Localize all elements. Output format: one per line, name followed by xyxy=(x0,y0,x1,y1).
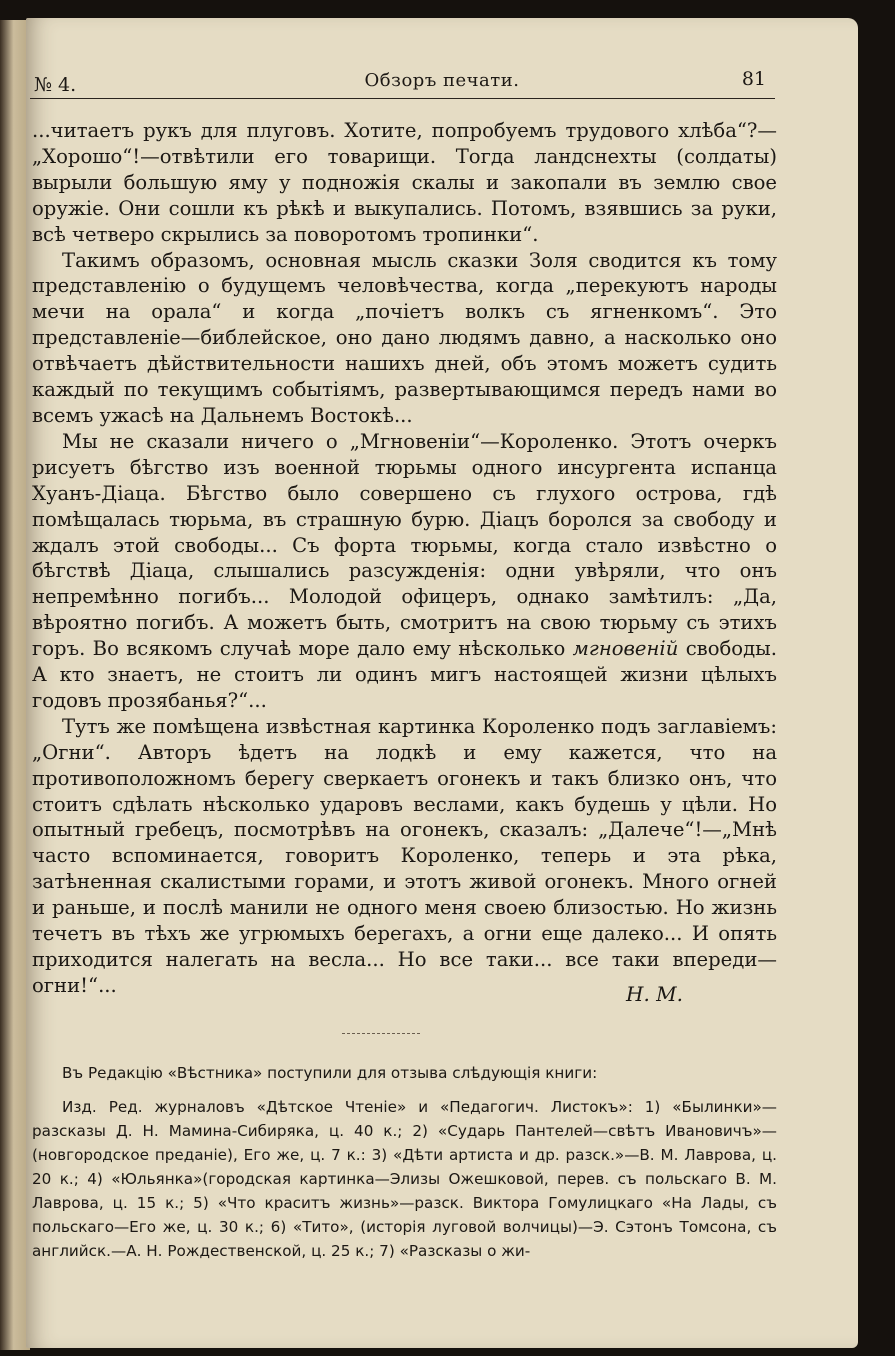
paragraph-3-text: Мы не сказали ничего о „Мгновеніи“—Короленко. Этотъ очеркъ рисуетъ бѣгство изъ военной тюрьмы одного инсургента испанца Хуанъ-Діаца. Бѣгство было совершено съ глухого острова, гдѣ помѣщалась тюрьма, въ страшную бурю. Діацъ боролся за свободу и ждалъ этой свободы... Съ форта тюрьмы, когда стало извѣстно о бѣгствѣ Діаца, слышались разсужденія: одни увѣряли, что онъ непремѣнно погибъ... Молодой офицеръ, однако замѣтилъ: „Да, вѣроятно погибъ. А можетъ быть, смотритъ на свою тюрьму съ этихъ горъ. Во всякомъ случаѣ xyxy=(32,429,777,661)
paragraph-3-tail-a: море дало ему нѣсколько xyxy=(298,637,573,661)
page-number: 81 xyxy=(741,68,766,90)
header-rule xyxy=(30,98,775,99)
page-content xyxy=(26,18,858,1348)
paragraph-4: Тутъ же помѣщена извѣстная картинка Короленко подъ заглавіемъ: „Огни“. Авторъ ѣдетъ на лодкѣ и ему кажется, что на противоположномъ берегу сверкаетъ огонекъ и такъ близко онъ, что стоитъ сдѣлать нѣсколько ударовъ веслами, какъ будешь у цѣли. Но опытный гребецъ, посмотрѣвъ на огонекъ, сказалъ: „Далече“!—„Мнѣ часто вспоминается, говоритъ Короленко, теперь и эта рѣка, затѣненная скалистыми горами, и этотъ живой огонекъ. Много огней и раньше, и послѣ манили не одного меня своею близостью. Но жизнь течетъ въ тѣхъ же угрюмыхъ берегахъ, а огни еще далеко... И опять приходится налегать на весла... Но все таки... все таки впереди—огни!“... xyxy=(32,714,777,997)
book-page xyxy=(26,18,858,1348)
paragraph-1: ...читаетъ рукъ для плуговъ. Хотите, попробуемъ трудового хлѣба“?—„Хорошо“!—отвѣтили его товарищи. Тогда ландснехты (солдаты) вырыли большую яму у подножія скалы и закопали въ землю свое оружіе. Они сошли къ рѣкѣ и выкупались. Потомъ, взявшись за руки, всѣ четверо скрылись за поворотомъ тропинки“. xyxy=(32,119,777,246)
issue-number: № 4. xyxy=(34,74,77,96)
notice-text: Изд. Ред. журналовъ «Дѣтское Чтеніе» и «Педагогич. Листокъ»: 1) «Былинки»—разсказы Д. Н. Мамина-Сибиряка, ц. 40 к.; 2) «Сударь Пантелей—свѣтъ Ивановичъ»—(новгородское преданіе), Его же, ц. 7 к.: 3) «Дѣти артиста и др. разск.»—В. М. Лаврова, ц. 20 к.; 4) «Юльянка»(городская картинка—Элизы Ожешковой, перев. съ польскаго В. М. Лаврова, ц. 15 к.; 5) «Что краситъ жизнь»—разск. Виктора Гомулицкаго «На Лады, съ польскаго—Его же, ц. 30 к.; 6) «Тито», (исторія луговой волчицы)—Э. Сэтонъ Томсона, съ английск.—А. Н. Рождественской, ц. 25 к.; 7) «Разсказы о жи- xyxy=(32,1098,777,1260)
paragraph-2: Такимъ образомъ, основная мысль сказки Золя сводится къ тому представленію о будущемъ человѣчества, когда „перекуютъ народы мечи на орала“ и когда „почіетъ волкъ съ ягненкомъ“. Это представленіе—библейское, оно дано людямъ давно, а насколько оно отвѣчаетъ дѣйствительности нашихъ дней, объ этомъ можетъ судить каждый по текущимъ событіямъ, развертывающимся передъ нами во всемъ ужасѣ на Дальнемъ Востокѣ... xyxy=(32,248,777,427)
running-title: Обзоръ печати. xyxy=(364,70,520,91)
books-received-notice xyxy=(32,1061,777,1263)
section-divider xyxy=(342,1033,420,1034)
paragraph-3 xyxy=(32,429,777,714)
emphasis-word: мгновеній xyxy=(572,637,679,661)
author-signature: Н. М. xyxy=(626,982,683,1006)
paragraph-3-tail-b: свободы. А кто знаетъ, не стоитъ ли одинъ мигъ настоящей жизни цѣлыхъ годовъ прозябанья?“... xyxy=(32,637,777,712)
article-body xyxy=(32,118,777,999)
notice-heading: Въ Редакцію «Вѣстника» поступили для отзыва слѣдующія книги: xyxy=(62,1064,598,1082)
